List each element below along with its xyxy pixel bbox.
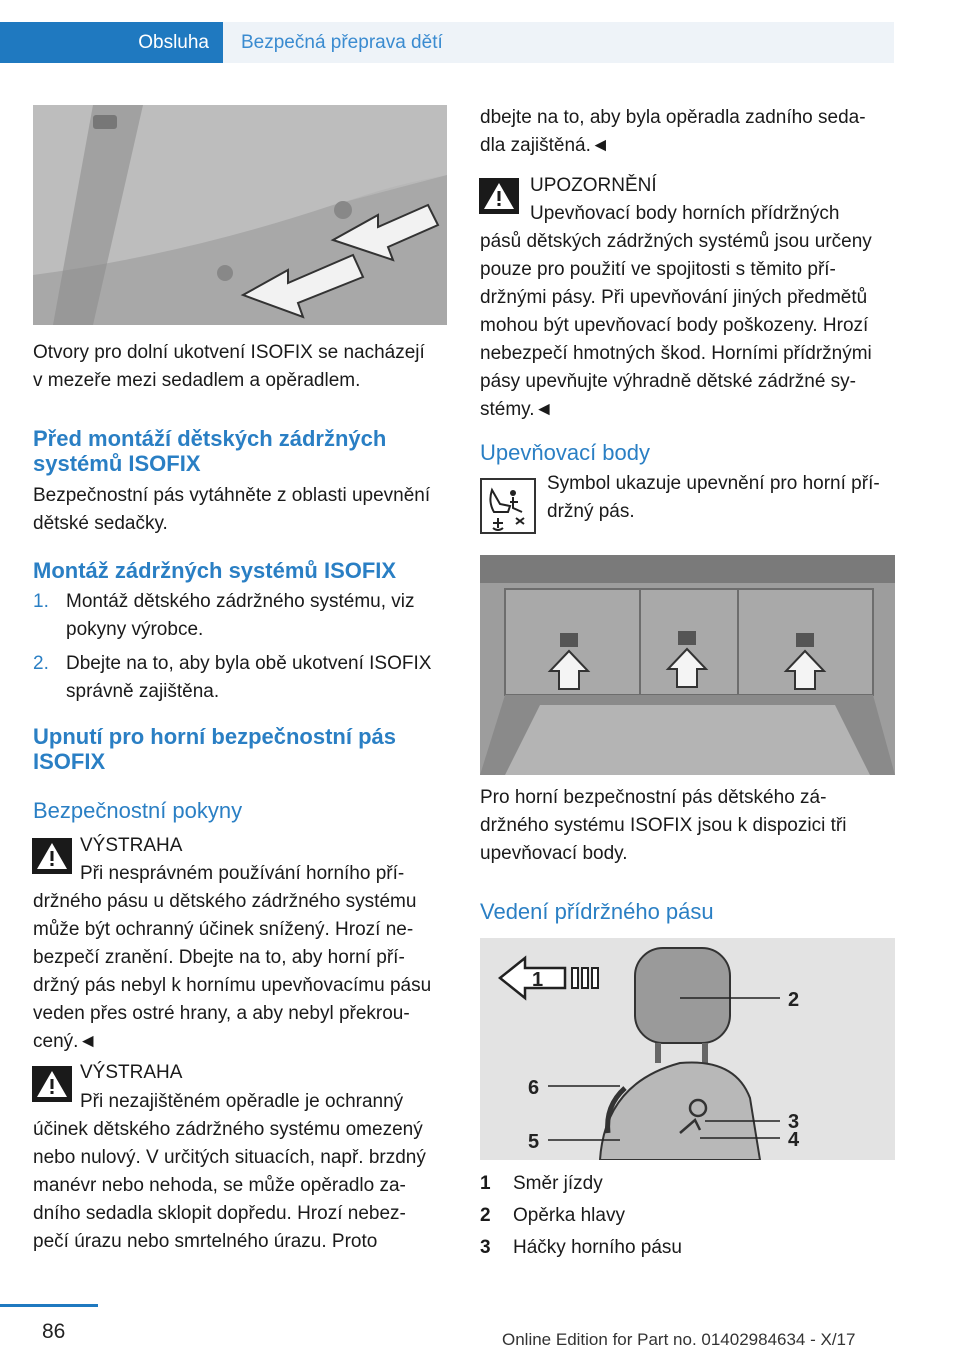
isofix-seat-photo <box>33 105 447 325</box>
list-item: 1 Směr jízdy <box>480 1173 603 1194</box>
heading-anchor-points: Upevňovací body <box>480 440 650 465</box>
child-seat-anchor-icon <box>480 478 536 534</box>
heading-installation: Montáž zádržných systémů ISOFIX <box>33 558 397 583</box>
warning2-title: VÝSTRAHA <box>80 1062 183 1083</box>
symbol-description: Symbol ukazuje upevnění pro horní pří- držný pás. <box>547 473 880 522</box>
list-item: 1. Montáž dětského zádržného systému, viz pokyny výrobce. <box>33 591 415 640</box>
header-tab-section[interactable]: Bezpečná přeprava dětí <box>223 22 894 63</box>
caution-text: Upevňovací body horních přídržných pásů dětských zádržných systémů jsou určeny pouze pro použití ve spojitosti s těmito pří- držnými pásy. Při upevňování jiných předmětů mohou být upevňovací body poškozeny. Hrozí nebezpečí hmotných škod. Horními přídržnými pásy upevňujte výhradně dětské zádržné sy- stémy.◄ <box>480 203 872 420</box>
warning1-title: VÝSTRAHA <box>80 835 183 856</box>
diagram-label-4: 4 <box>788 1129 800 1151</box>
header-tab-chapter[interactable]: Obsluha <box>0 22 223 63</box>
before-installation-text: Bezpečnostní pás vytáhněte z oblasti upevnění dětské sedačky. <box>33 485 431 534</box>
warning2-text: Při nezajištěném opěradle je ochranný účinek dětského zádržného systému omezený nebo nulový. V určitých situacích, např. brzdný manévr nebo nehoda, se může opěradlo za- dního sedadla sklopit dopředu. Hrozí nebez- pečí úrazu nebo smrtelného úrazu. Proto <box>33 1091 426 1252</box>
list-item: 2 Opěrka hlavy <box>480 1205 625 1226</box>
list-item: 3 Háčky horního pásu <box>480 1237 682 1258</box>
diagram-label-3: 3 <box>788 1111 800 1133</box>
heading-top-tether: Upnutí pro horní bezpečnostní pás ISOFIX <box>33 724 396 774</box>
installation-steps <box>33 588 453 706</box>
page-number: 86 <box>42 1320 66 1343</box>
image2-caption: Pro horní bezpečnostní pás dětského zá- držného systému ISOFIX jsou k dispozici tři upevňovací body. <box>480 787 847 864</box>
image1-caption: Otvory pro dolní ukotvení ISOFIX se nacházejí v mezeře mezi sedadlem a opěradlem. <box>33 342 425 391</box>
heading-safety-notes: Bezpečnostní pokyny <box>33 798 243 823</box>
footer-rule <box>0 1304 98 1307</box>
heading-before-installation: Před montáží dětských zádržných systémů ISOFIX <box>33 426 387 476</box>
continued-text: dbejte na to, aby byla opěradla zadního seda- dla zajištěná.◄ <box>480 107 866 156</box>
diagram-label-1: 1 <box>532 969 544 991</box>
warning1-text: Při nesprávném používání horního pří- držného pásu u dětského zádržného systému může být ochranný účinek snížený. Hrozí ne- bezpečí zranění. Dbejte na to, aby horní pří- držný pás nebyl k hornímu upevňovacímu pásu veden přes ostré hrany, a aby nebyl překrou- cený.◄ <box>33 863 432 1052</box>
diagram-legend <box>480 1170 895 1262</box>
cargo-anchor-points-photo <box>480 555 895 775</box>
list-item: 2. Dbejte na to, aby byla obě ukotvení ISOFIX správně zajištěna. <box>33 653 432 702</box>
heading-strap-routing: Vedení přídržného pásu <box>480 899 714 924</box>
caution-title: UPOZORNĚNÍ <box>530 175 657 196</box>
footer-edition: Online Edition for Part no. 01402984634 - X/17 <box>502 1330 856 1349</box>
diagram-label-5: 5 <box>528 1131 540 1153</box>
strap-routing-diagram <box>480 938 895 1160</box>
diagram-label-2: 2 <box>788 989 800 1011</box>
diagram-label-6: 6 <box>528 1077 540 1099</box>
